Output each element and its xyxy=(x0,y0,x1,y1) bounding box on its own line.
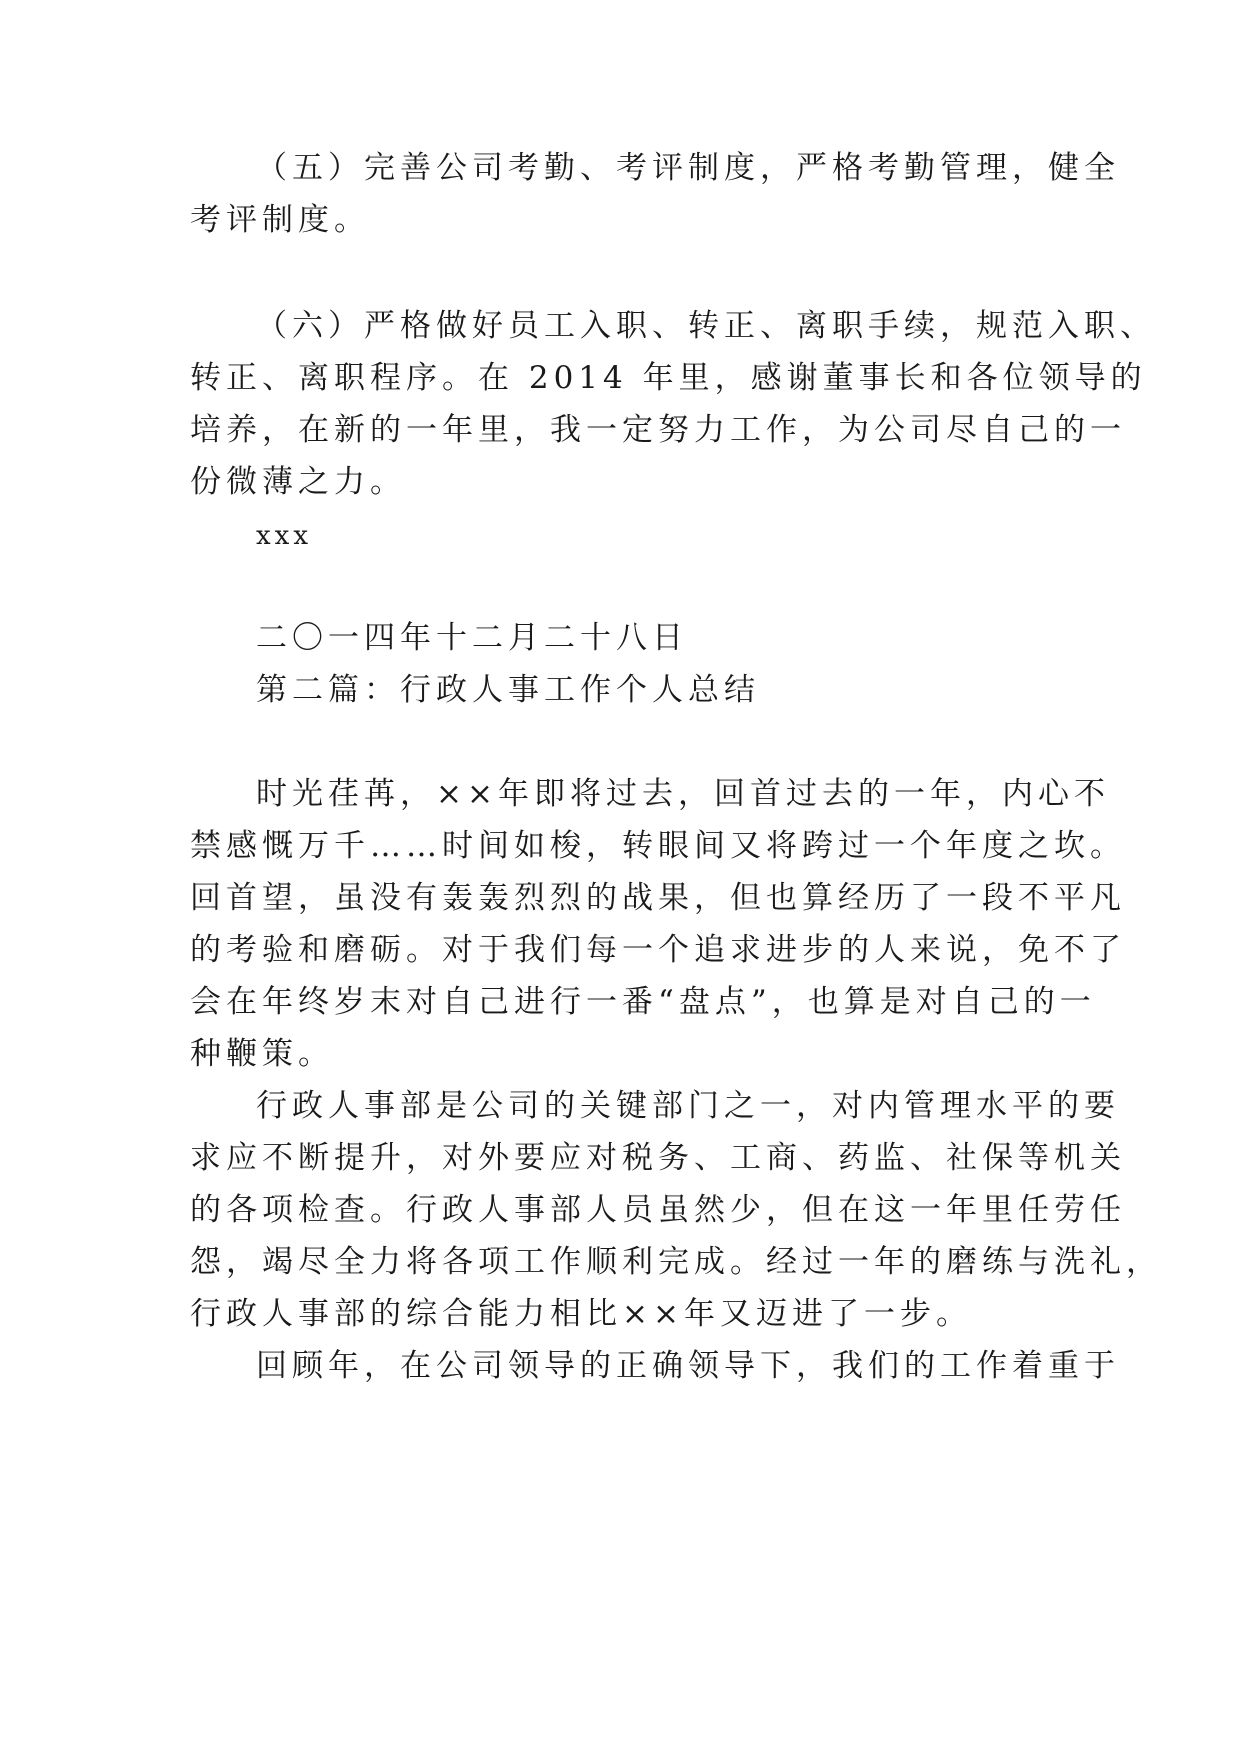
dept-line-4: 怨，竭尽全力将各项工作顺利完成。经过一年的磨练与洗礼， xyxy=(190,1244,1162,1280)
signature: xxx xyxy=(256,521,312,551)
paragraph-6-line-2: 转正、离职程序。在 2014 年里，感谢董事长和各位领导的 xyxy=(190,360,1147,396)
intro-line-4: 的考验和磨砺。对于我们每一个追求进步的人来说，免不了 xyxy=(190,932,1126,968)
dept-line-3: 的各项检查。行政人事部人员虽然少，但在这一年里任劳任 xyxy=(190,1192,1126,1228)
intro-line-1: 时光荏苒，××年即将过去，回首过去的一年，内心不 xyxy=(256,776,1110,812)
paragraph-6-line-3: 培养，在新的一年里，我一定努力工作，为公司尽自己的一 xyxy=(190,412,1126,448)
date: 二〇一四年十二月二十八日 xyxy=(256,620,688,656)
intro-line-5: 会在年终岁末对自己进行一番“盘点”，也算是对自己的一 xyxy=(190,984,1096,1020)
intro-line-3: 回首望，虽没有轰轰烈烈的战果，但也算经历了一段不平凡 xyxy=(190,880,1126,916)
review-line-1: 回顾年，在公司领导的正确领导下，我们的工作着重于 xyxy=(256,1348,1120,1384)
paragraph-6-line-4: 份微薄之力。 xyxy=(190,464,406,500)
paragraph-5-line-1: （五）完善公司考勤、考评制度，严格考勤管理，健全 xyxy=(256,150,1120,186)
dept-line-2: 求应不断提升，对外要应对税务、工商、药监、社保等机关 xyxy=(190,1140,1126,1176)
paragraph-6-line-1: （六）严格做好员工入职、转正、离职手续，规范入职、 xyxy=(256,308,1156,344)
section-title: 第二篇：行政人事工作个人总结 xyxy=(256,672,760,708)
intro-line-2: 禁感慨万千……时间如梭，转眼间又将跨过一个年度之坎。 xyxy=(190,828,1126,864)
dept-line-5: 行政人事部的综合能力相比××年又迈进了一步。 xyxy=(190,1296,972,1332)
dept-line-1: 行政人事部是公司的关键部门之一，对内管理水平的要 xyxy=(256,1088,1120,1124)
intro-line-6: 种鞭策。 xyxy=(190,1036,334,1072)
paragraph-5-line-2: 考评制度。 xyxy=(190,202,370,238)
